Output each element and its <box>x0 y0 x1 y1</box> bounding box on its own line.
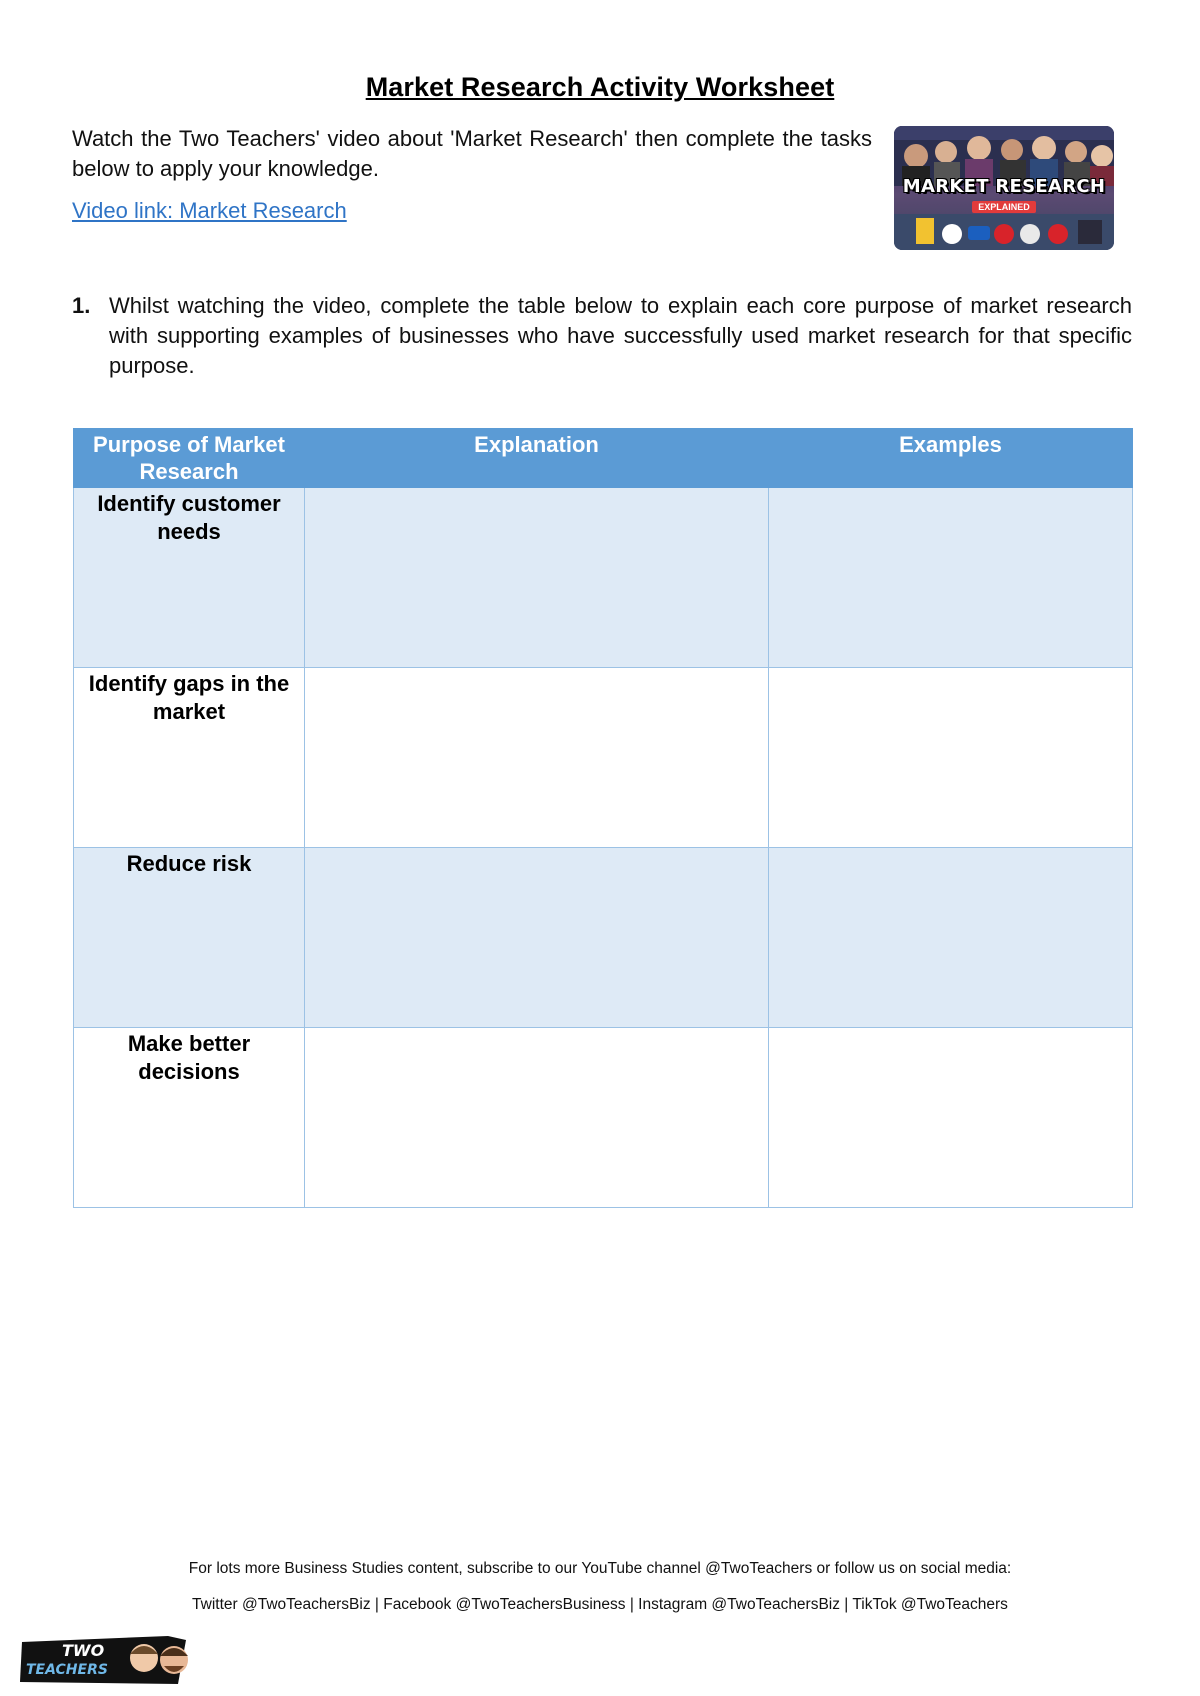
footer-subscribe-text: For lots more Business Studies content, subscribe to our YouTube channel @TwoTeachers or follow us on social media: <box>188 1560 1012 1577</box>
logo-text-teachers: TEACHERS <box>26 1662 108 1678</box>
examples-cell[interactable] <box>769 848 1133 1028</box>
examples-cell[interactable] <box>769 668 1133 848</box>
explanation-cell[interactable] <box>305 1028 769 1208</box>
table-header-row <box>74 429 1133 488</box>
explanation-cell[interactable] <box>305 848 769 1028</box>
table-row <box>74 488 1133 668</box>
thumbnail-subtitle: EXPLAINED <box>972 201 1036 213</box>
purpose-cell: Identify gaps in the market <box>74 668 305 848</box>
footer-social-links: Twitter @TwoTeachersBiz | Facebook @TwoTeachersBusiness | Instagram @TwoTeachersBiz | TikTok @TwoTeachers <box>192 1596 1008 1613</box>
thumbnail-title: MARKET RESEARCH <box>902 176 1106 197</box>
examples-cell[interactable] <box>769 1028 1133 1208</box>
purpose-cell: Make better decisions <box>74 1028 305 1208</box>
examples-cell[interactable] <box>769 488 1133 668</box>
purpose-cell: Reduce risk <box>74 848 305 1028</box>
table-row <box>74 1028 1133 1208</box>
header-purpose: Purpose of Market Research <box>74 429 305 488</box>
video-link[interactable]: Video link: Market Research <box>72 198 347 223</box>
thumbnail-brand-logos <box>894 214 1114 250</box>
two-teachers-logo <box>18 1628 203 1688</box>
logo-text-two: TWO <box>62 1641 105 1660</box>
purpose-table <box>73 428 1133 1208</box>
header-explanation: Explanation <box>305 429 769 488</box>
header-examples: Examples <box>769 429 1133 488</box>
purpose-cell: Identify customer needs <box>74 488 305 668</box>
question-number: 1. <box>72 293 91 318</box>
explanation-cell[interactable] <box>305 488 769 668</box>
question-text: Whilst watching the video, complete the table below to explain each core purpose of market research with supporting examples of businesses who have successfully used market research for that specific purpose. <box>109 293 1132 378</box>
video-thumbnail[interactable] <box>894 126 1114 250</box>
explanation-cell[interactable] <box>305 668 769 848</box>
page-title: Market Research Activity Worksheet <box>365 72 835 102</box>
table-row <box>74 668 1133 848</box>
table-row <box>74 848 1133 1028</box>
intro-text: Watch the Two Teachers' video about 'Market Research' then complete the tasks below to apply your knowledge. <box>72 126 872 181</box>
